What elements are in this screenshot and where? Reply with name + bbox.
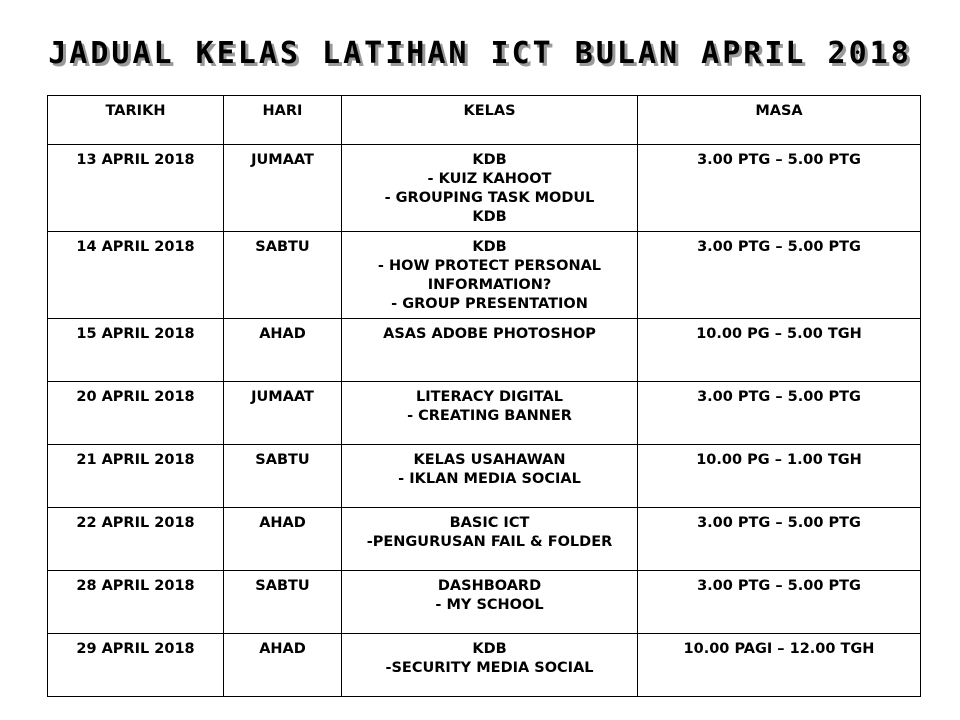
table-header-row [48,96,921,145]
table-row [48,634,921,697]
table-row [48,571,921,634]
day-cell: AHAD [224,319,342,382]
date-cell: 29 APRIL 2018 [48,634,224,697]
day-cell: SABTU [224,445,342,508]
class-line: KELAS USAHAWAN [413,452,566,468]
day-cell: SABTU [224,571,342,634]
day-cell: JUMAAT [224,145,342,232]
time-cell: 3.00 PTG – 5.00 PTG [638,508,921,571]
table-row [48,382,921,445]
schedule-table [47,95,921,697]
date-cell: 21 APRIL 2018 [48,445,224,508]
time-cell: 3.00 PTG – 5.00 PTG [638,232,921,319]
class-line: - GROUPING TASK MODUL [384,190,595,206]
class-line: -PENGURUSAN FAIL & FOLDER [366,534,613,550]
column-header-kelas: KELAS [342,96,638,145]
time-cell: 10.00 PAGI – 12.00 TGH [638,634,921,697]
class-line: - KUIZ KAHOOT [427,171,552,187]
class-line: - CREATING BANNER [407,408,572,424]
class-line: -SECURITY MEDIA SOCIAL [385,660,594,676]
class-cell [342,508,638,571]
class-line: INFORMATION? [427,277,552,293]
day-cell: SABTU [224,232,342,319]
table-row [48,508,921,571]
table-row [48,232,921,319]
table-row [48,319,921,382]
time-cell: 3.00 PTG – 5.00 PTG [638,382,921,445]
date-cell: 13 APRIL 2018 [48,145,224,232]
table-row [48,145,921,232]
class-cell [342,319,638,382]
class-line: KDB [472,209,507,225]
class-line: - HOW PROTECT PERSONAL [377,258,602,274]
class-line: DASHBOARD [437,578,542,594]
class-cell [342,445,638,508]
date-cell: 22 APRIL 2018 [48,508,224,571]
time-cell: 10.00 PG – 5.00 TGH [638,319,921,382]
date-cell: 14 APRIL 2018 [48,232,224,319]
time-cell: 3.00 PTG – 5.00 PTG [638,145,921,232]
date-cell: 20 APRIL 2018 [48,382,224,445]
day-cell: JUMAAT [224,382,342,445]
class-line: - GROUP PRESENTATION [391,296,588,312]
class-line: KDB [472,641,507,657]
class-line: BASIC ICT [449,515,530,531]
table-row [48,445,921,508]
class-cell [342,145,638,232]
column-header-hari: HARI [224,96,342,145]
class-line: LITERACY DIGITAL [416,389,563,405]
class-cell [342,634,638,697]
date-cell: 28 APRIL 2018 [48,571,224,634]
class-line: - MY SCHOOL [435,597,544,613]
time-cell: 10.00 PG – 1.00 TGH [638,445,921,508]
class-line: ASAS ADOBE PHOTOSHOP [383,326,596,342]
date-cell: 15 APRIL 2018 [48,319,224,382]
class-cell [342,382,638,445]
day-cell: AHAD [224,634,342,697]
page-title: JADUAL KELAS LATIHAN ICT BULAN APRIL 2018 [48,36,912,71]
class-line: - IKLAN MEDIA SOCIAL [398,471,581,487]
class-cell [342,232,638,319]
column-header-masa: MASA [638,96,921,145]
time-cell: 3.00 PTG – 5.00 PTG [638,571,921,634]
day-cell: AHAD [224,508,342,571]
column-header-tarikh: TARIKH [48,96,224,145]
class-line: KDB [472,239,507,255]
class-cell [342,571,638,634]
class-line: KDB [472,152,507,168]
